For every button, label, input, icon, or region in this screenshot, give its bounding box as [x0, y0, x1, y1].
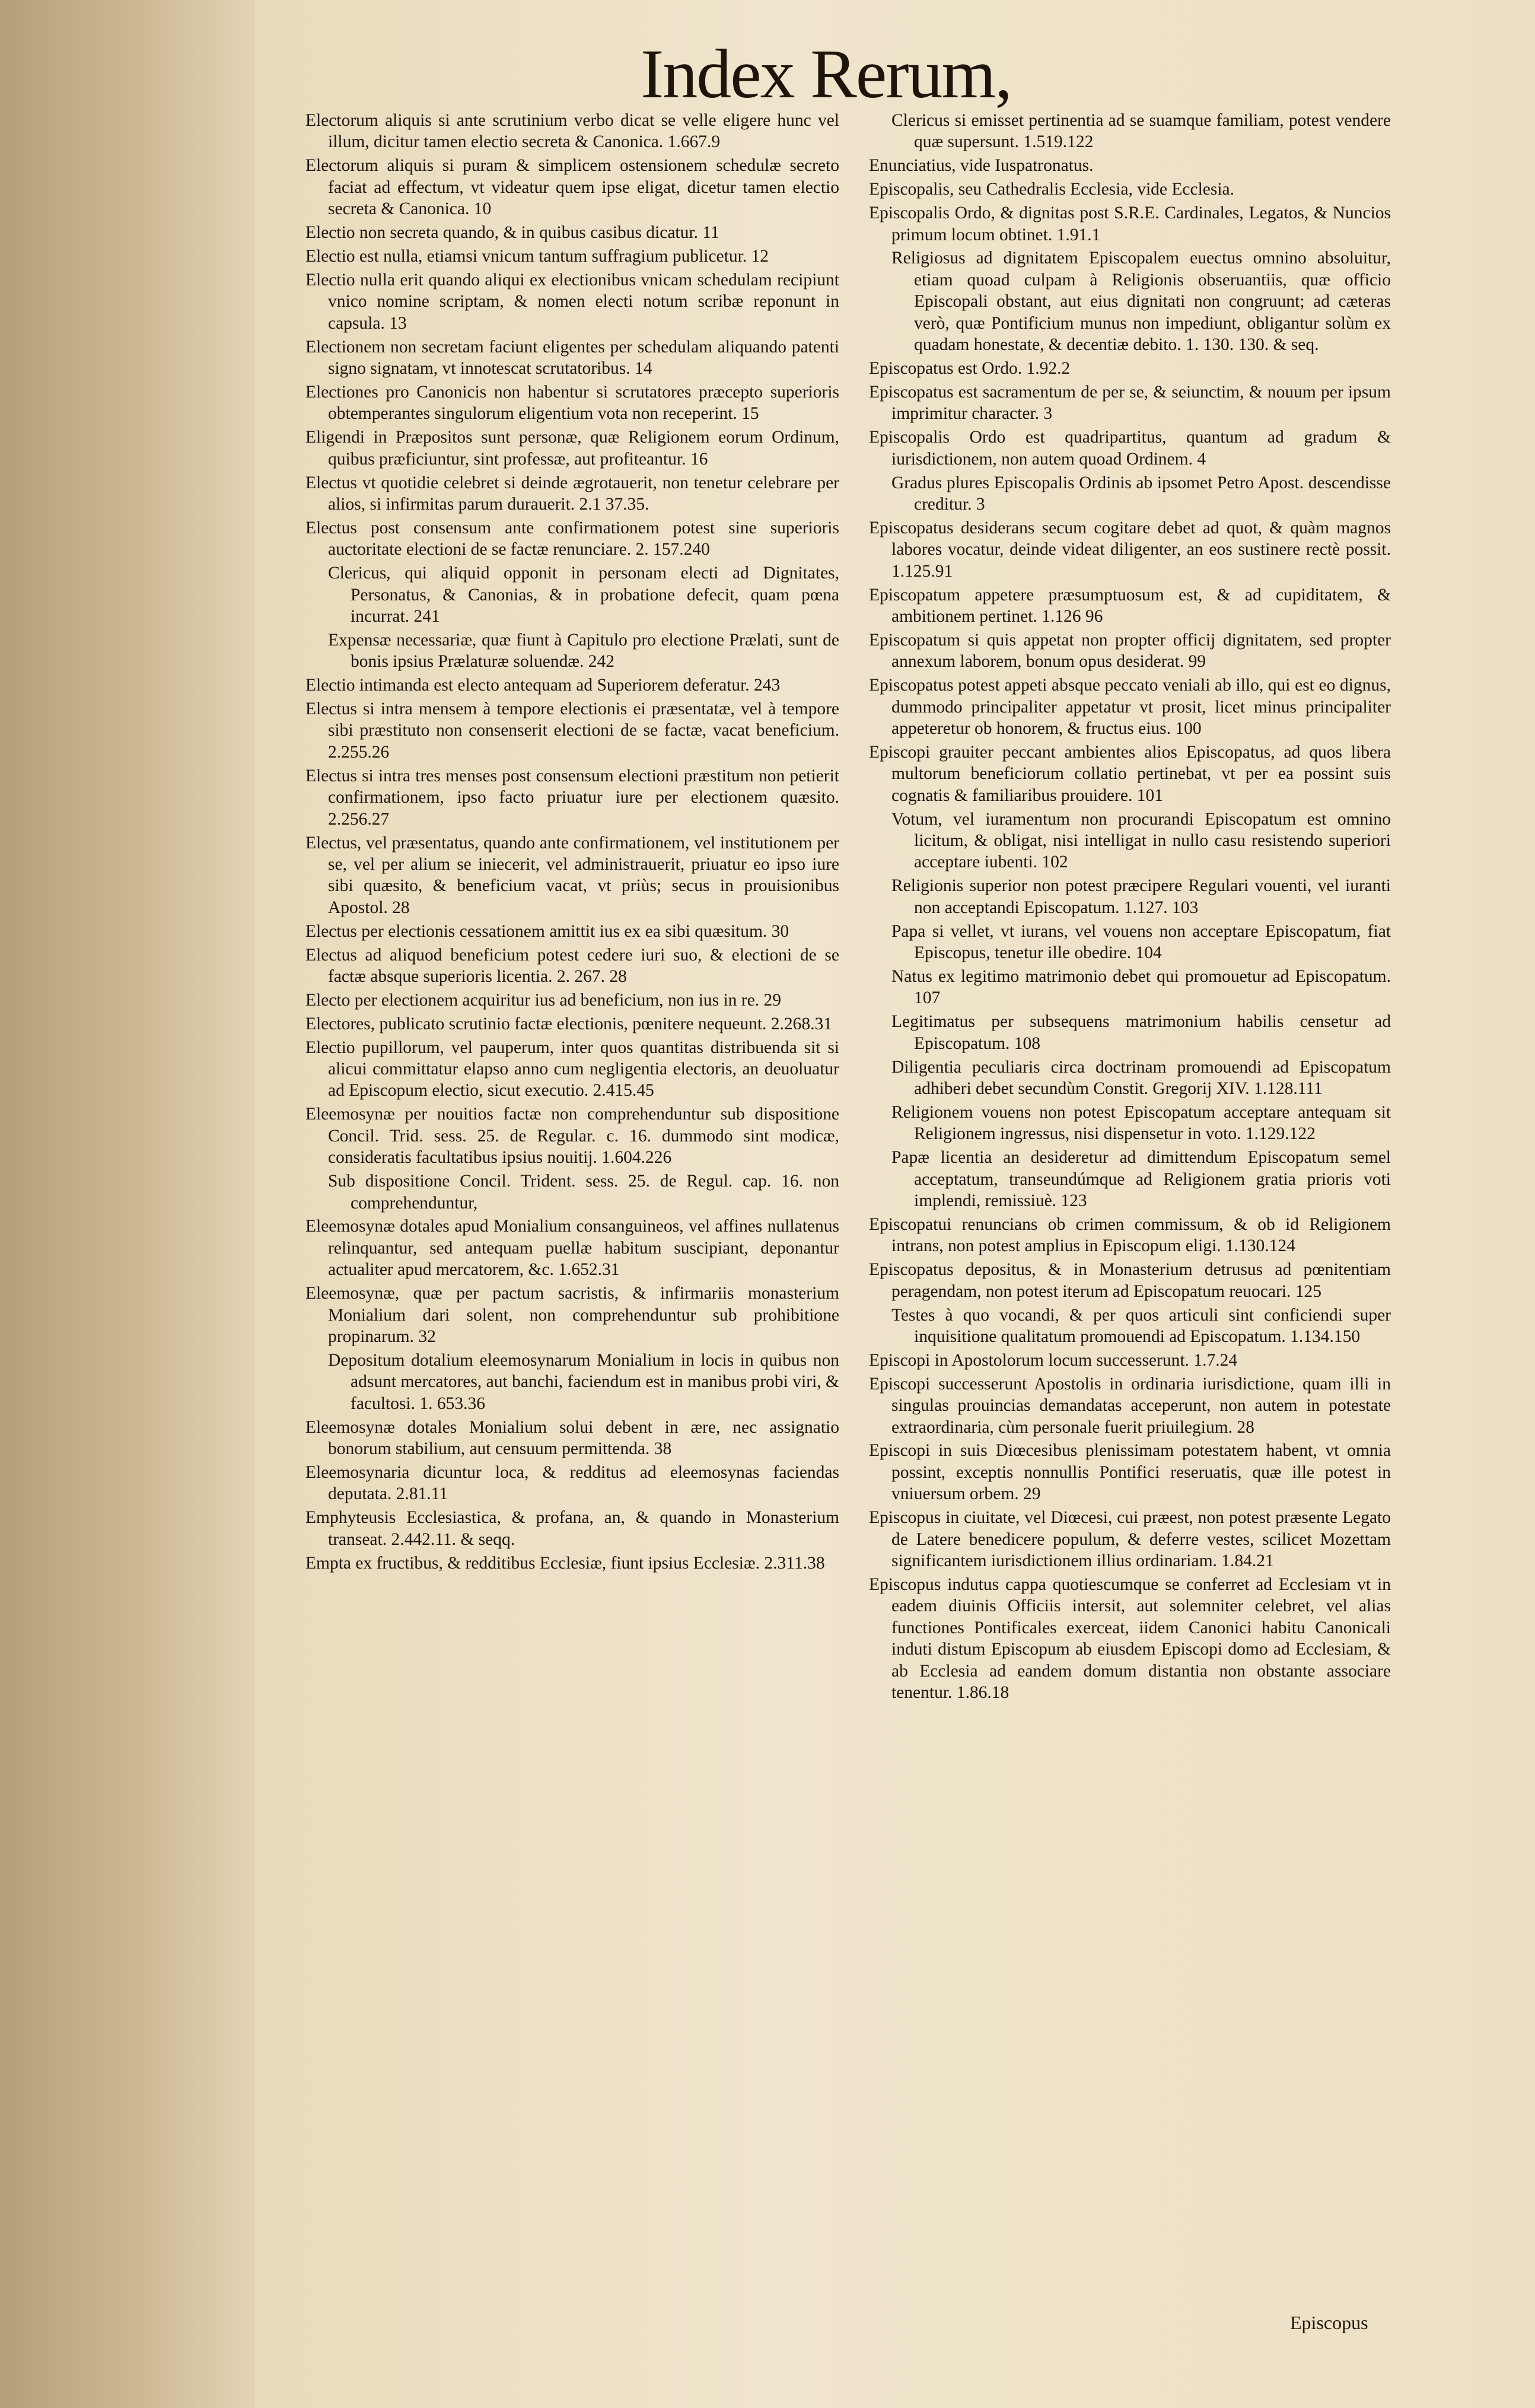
index-entry: Electores, publicato scrutinio factæ electionis, pœnitere nequeunt. 2.268.31	[305, 1014, 833, 1033]
index-entry: Episcopatus est sacramentum de per se, & seiunctim, & nouum per ipsum imprimitur character. 3	[869, 382, 1391, 424]
index-entry: Electus ad aliquod beneficium potest cedere iuri suo, & electioni de se factæ absque superioris licentia. 2. 267. 28	[305, 945, 839, 986]
index-entry: Religionis superior non potest præcipere Regulari vouenti, vel iuranti non acceptandi Episcopatum. 1.127. 103	[891, 876, 1391, 917]
index-entry: Emphyteusis Ecclesiastica, & profana, an, & quando in Monasterium transeat. 2.442.11. & seqq.	[305, 1508, 839, 1549]
index-entry: Episcopi in suis Diœcesibus plenissimam potestatem habent, vt omnia possint, exceptis nonnullis Pontifici reseruatis, quæ ille potest in vniuersum orbem. 29	[869, 1441, 1391, 1504]
index-entry: Electiones pro Canonicis non habentur si scrutatores præcepto superioris obtemperantes singulorum eligentium vota non receperint. 15	[305, 382, 839, 424]
index-entry: Eleemosynæ per nouitios factæ non comprehenduntur sub dispositione Concil. Trid. sess. 25. de Regular. c. 16. dummodo sint modicæ, consideratis facultatibus ipsius nouitij. 1.604.226	[305, 1105, 839, 1168]
index-entry: Electio nulla erit quando aliqui ex electionibus vnicam schedulam recipiunt vnico nomine scriptam, & nomen electi notum scribæ reponunt in capsula. 13	[305, 270, 839, 333]
index-entry: Episcopi grauiter peccant ambientes alios Episcopatus, ad quos libera multorum beneficiorum collatio pertinebat, vt per ea possint suis cognatis & familiaribus prouidere. 101	[869, 742, 1391, 805]
index-entry: Electio non secreta quando, & in quibus casibus dicatur. 11	[305, 223, 719, 243]
index-entry: Eleemosynaria dicuntur loca, & redditus ad eleemosynas faciendas deputata. 2.81.11	[305, 1462, 839, 1504]
index-entry: Eleemosynæ dotales apud Monialium consanguineos, vel affines nullatenus relinquantur, sed antequam puellæ habitum suscipiant, deponantur actualiter apud mercatorem, &c. 1.652.31	[305, 1217, 839, 1280]
index-entry: Votum, vel iuramentum non procurandi Episcopatum est omnino licitum, & obligat, nisi intelligat in nullo casu resistendo superiori acceptare iubenti. 102	[891, 809, 1391, 872]
index-entry: Electus, vel præsentatus, quando ante confirmationem, vel institutionem per se, vel per alium se iniecerit, vel administrauerit, priuatur eo ipso iure sibi quæsito, & beneficium vacat, vt priùs; secus in prouisionibus Apostol. 28	[305, 833, 839, 917]
index-entry: Episcopus indutus cappa quotiescumque se conferret ad Ecclesiam vt in eadem diuinis Officiis intersit, aut solemniter celebret, vel alias functiones Pontificales exerceat, iidem Canonici habitu Canonicali induti distum Episcopum ab eiusdem Episcopi domo ad Ecclesiam, & ab Ecclesia ad eandem domum distantia non obstante associare tenentur. 1.86.18	[869, 1574, 1391, 1702]
index-entry: Clericus si emisset pertinentia ad se suamque familiam, potest vendere quæ supersunt. 1.519.122	[891, 111, 1391, 152]
index-column-left	[305, 110, 839, 2334]
index-column-right	[869, 110, 1391, 2334]
index-entry: Electio intimanda est electo antequam ad Superiorem deferatur. 243	[305, 676, 781, 695]
index-entry: Depositum dotalium eleemosynarum Monialium in locis in quibus non adsunt mercatores, aut banchi, faciendum est in manibus probi viri, & facultosi. 1. 653.36	[328, 1350, 839, 1413]
index-entry: Eleemosynæ dotales Monialium solui debent in ære, nec assignatio bonorum stabilium, aut censuum permittenda. 38	[305, 1417, 839, 1458]
index-entry: Electionem non secretam faciunt eligentes per schedulam aliquando patenti signo signatam, vt innotescat scrutatoribus. 14	[305, 337, 839, 378]
index-entry: Papa si vellet, vt iurans, vel vouens non acceptare Episcopatum, fiat Episcopus, tenetur ille obedire. 104	[891, 921, 1391, 963]
index-entry: Episcopatus desiderans secum cogitare debet ad quot, & quàm magnos labores vocatur, deinde videat diligenter, an eos sustinere rectè possit. 1.125.91	[869, 518, 1391, 581]
book-gutter	[0, 0, 255, 2408]
page-title: Index Rerum,	[641, 35, 1011, 113]
index-entry: Episcopatus est Ordo. 1.92.2	[869, 358, 1071, 378]
index-entry: Electorum aliquis si ante scrutinium verbo dicat se velle eligere hunc vel illum, dicitur tamen electio secreta & Canonica. 1.667.9	[305, 111, 839, 152]
index-entry: Testes à quo vocandi, & per quos articuli sint conficiendi super inquisitione qualitatum promouendi ad Episcopatum. 1.134.150	[891, 1305, 1391, 1346]
index-entry: Sub dispositione Concil. Trident. sess. 25. de Regul. cap. 16. non comprehenduntur,	[328, 1172, 839, 1213]
index-entry: Eleemosynæ, quæ per pactum sacristis, & infirmariis monasterium Monialium dari solent, non comprehenduntur sub prohibitione propinarum. 32	[305, 1284, 839, 1346]
index-entry: Electio pupillorum, vel pauperum, inter quos quantitas distribuenda sit si alicui committatur elapso anno cum negligentia electoris, an deuoluatur ad Episcopum electio, sicut executio. 2.415.45	[305, 1038, 839, 1100]
index-entry: Papæ licentia an desideretur ad dimittendum Episcopatum semel acceptatum, transeundúmque ad Religionem gratia prioris voti implendi, remissiuè. 123	[891, 1148, 1391, 1210]
index-entry: Clericus, qui aliquid opponit in personam electi ad Dignitates, Personatus, & Canonias, & in probatione defecit, quam pœna incurrat. 241	[328, 564, 839, 626]
index-entry: Episcopatum appetere præsumptuosum est, & ad cupiditatem, & ambitionem pertinet. 1.126 96	[869, 585, 1391, 626]
index-entry: Electus si intra tres menses post consensum electioni præstitum non petierit confirmationem, ipso facto priuatur iure per electionem quæsito. 2.256.27	[305, 766, 839, 829]
catchword: Episcopus	[1290, 2312, 1368, 2333]
index-entry: Eligendi in Præpositos sunt personæ, quæ Religionem eorum Ordinum, quibus præficiuntur, sint professæ, aut profiteantur. 16	[305, 428, 839, 469]
index-entry: Empta ex fructibus, & redditibus Ecclesiæ, fiunt ipsius Ecclesiæ. 2.311.38	[305, 1553, 825, 1573]
index-entry: Episcopalis Ordo est quadripartitus, quantum ad gradum & iurisdictionem, non autem quoad Ordinem. 4	[869, 428, 1391, 469]
index-entry: Electio est nulla, etiamsi vnicum tantum suffragium publicetur. 12	[305, 246, 769, 266]
index-entry: Episcopatus depositus, & in Monasterium detrusus ad pœnitentiam peragendam, non potest iterum ad Episcopatum reuocari. 125	[869, 1260, 1391, 1301]
index-entry: Episcopatum si quis appetat non propter officij dignitatem, sed propter annexum laborem, bonum opus desiderat. 99	[869, 630, 1391, 672]
index-entry: Episcopi in Apostolorum locum successerunt. 1.7.24	[869, 1350, 1238, 1370]
index-entry: Expensæ necessariæ, quæ fiunt à Capitulo pro electione Prælati, sunt de bonis ipsius Prælaturæ soluendæ. 242	[328, 630, 839, 672]
index-entry: Diligentia peculiaris circa doctrinam promouendi ad Episcopatum adhiberi debet secundùm Constit. Gregorij XIV. 1.128.111	[891, 1057, 1391, 1098]
index-entry: Episcopalis, seu Cathedralis Ecclesia, vide Ecclesia.	[869, 180, 1234, 199]
index-entry: Legitimatus per subsequens matrimonium habilis censetur ad Episcopatum. 108	[891, 1012, 1391, 1053]
index-entry: Natus ex legitimo matrimonio debet qui promouetur ad Episcopatum. 107	[891, 966, 1391, 1008]
index-entry: Religionem vouens non potest Episcopatum acceptare antequam sit Religionem ingressus, nisi dispensetur in voto. 1.129.122	[891, 1102, 1391, 1144]
index-entry: Electorum aliquis si puram & simplicem ostensionem schedulæ secreto faciat ad effectum, vt videatur quem ipse eligat, dicetur tamen electio secreta & Canonica. 10	[305, 156, 839, 219]
index-entry: Episcopus in ciuitate, vel Diœcesi, cui præest, non potest præsente Legato de Latere benedicere populum, & deferre vestes, scilicet Mozettam significantem iurisdictionem illius ordinariam. 1.84.21	[869, 1508, 1391, 1570]
index-entry: Episcopi successerunt Apostolis in ordinaria iurisdictione, quam illi in singulas prouincias demandatas acceperunt, non autem in potestate extraordinaria, cùm personale fuerit priuilegium. 28	[869, 1374, 1391, 1437]
index-entry: Electus si intra mensem à tempore electionis ei præsentatæ, vel à tempore sibi præstituto non consenserit electioni de se factæ, vacat beneficium. 2.255.26	[305, 699, 839, 762]
index-entry: Electus vt quotidie celebret si deinde ægrotauerit, non tenetur celebrare per alios, si infirmitas parum durauerit. 2.1 37.35.	[305, 473, 839, 514]
index-entry: Religiosus ad dignitatem Episcopalem euectus omnino absoluitur, etiam quoad culpam à Religionis obseruantiis, quæ officio Episcopali obstant, aut eius dignitati non congruunt; ad cæteras verò, quæ Pontificium munus non impediunt, obligantur solùm ex quadam honestate, & decentiæ debito. 1. 130. 130. & seq.	[891, 249, 1391, 355]
index-entry: Enunciatius, vide Iuspatronatus.	[869, 156, 1094, 176]
index-entry: Gradus plures Episcopalis Ordinis ab ipsomet Petro Apost. descendisse creditur. 3	[891, 473, 1391, 514]
index-entry: Episcopalis Ordo, & dignitas post S.R.E. Cardinales, Legatos, & Nuncios primum locum obtinet. 1.91.1	[869, 203, 1391, 244]
index-entry: Episcopatus potest appeti absque peccato veniali ab illo, qui est eo dignus, dummodo principaliter appetatur vt prosit, licet minus principaliter appeteretur ob honorem, & fructus eius. 100	[869, 676, 1391, 738]
index-entry: Electus post consensum ante confirmationem potest sine superioris auctoritate electioni de se factæ renunciare. 2. 157.240	[305, 518, 839, 559]
index-entry: Electo per electionem acquiritur ius ad beneficium, non ius in re. 29	[305, 990, 781, 1010]
index-entry: Electus per electionis cessationem amittit ius ex ea sibi quæsitum. 30	[305, 921, 789, 941]
index-entry: Episcopatui renuncians ob crimen commissum, & ob id Religionem intrans, non potest amplius in Episcopum eligi. 1.130.124	[869, 1214, 1391, 1256]
